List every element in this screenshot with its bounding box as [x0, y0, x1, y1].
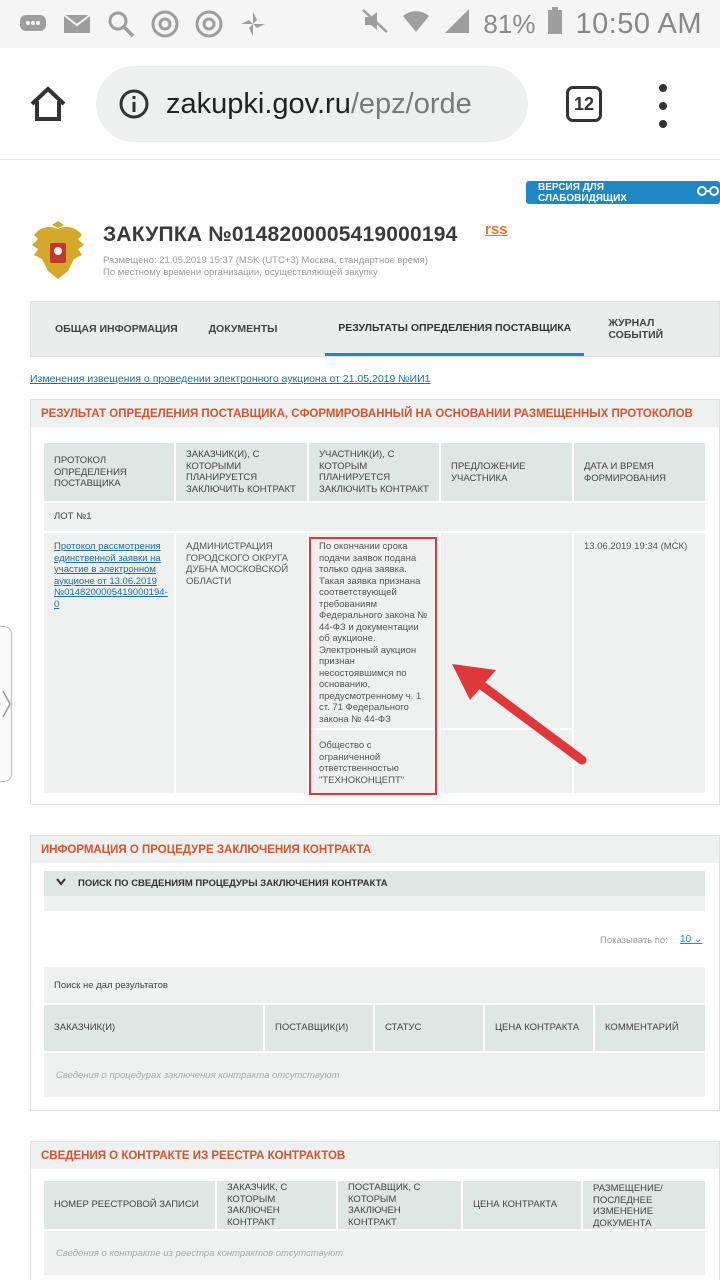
accessibility-version-button[interactable]: [526, 181, 720, 204]
section-title: РЕЗУЛЬТАТ ОПРЕДЕЛЕНИЯ ПОСТАВЩИКА, СФОРМИРОВАННЫЙ НА ОСНОВАНИИ РАЗМЕЩЕННЫХ ПРОТОКОЛОВ: [31, 400, 719, 427]
column-header: ПРОТОКОЛ ОПРЕДЕЛЕНИЯ ПОСТАВЩИКА: [44, 443, 174, 501]
column-header: ПОСТАВЩИК, С КОТОРЫМ ЗАКЛЮЧЕН КОНТРАКТ: [338, 1181, 461, 1229]
search-toggle[interactable]: [44, 871, 705, 896]
column-header: ЗАКАЗЧИК(И), С КОТОРЫМИ ПЛАНИРУЕТСЯ ЗАКЛЮЧИТЬ КОНТРАКТ: [176, 443, 307, 501]
page-size-label: Показывать по:: [600, 935, 668, 946]
section-title: СВЕДЕНИЯ О КОНТРАКТЕ ИЗ РЕЕСТРА КОНТРАКТОВ: [31, 1142, 719, 1169]
column-header: СТАТУС: [375, 1005, 483, 1051]
side-panel-handle[interactable]: [0, 626, 12, 782]
column-header: КОММЕНТАРИЙ: [595, 1005, 705, 1051]
url-host: zakupki.gov.ru: [166, 87, 351, 120]
battery-icon: [547, 7, 563, 42]
annotation-arrow: [440, 656, 600, 776]
participant-note: По окончании срока подачи заявок подана только одна заявка. Такая заявка признана соответствующей требованиям Федерального закона № 44-ФЗ и документации об аукционе. Электронный аукцион признан несостоявшимся по основанию, предусмотренному ч. 1 ст. 71 Федерального закона № 44-ФЗ: [309, 533, 439, 728]
notice-changes-link[interactable]: Изменения извещения о проведении электронного аукциона от 21.05.2019 №ИИ1: [30, 373, 431, 385]
posted-info: Размещено: 21.05.2019 15:37 (MSK (UTC+3) Москва, стандартное время): [103, 255, 428, 266]
search-toggle-label: ПОИСК ПО СВЕДЕНИЯМ ПРОЦЕДУРЫ ЗАКЛЮЧЕНИЯ КОНТРАКТА: [78, 878, 388, 889]
tab-supplier-results[interactable]: РЕЗУЛЬТАТЫ ОПРЕДЕЛЕНИЯ ПОСТАВЩИКА: [325, 302, 584, 356]
highlight-box: [309, 537, 437, 795]
chrome-icon: [194, 10, 224, 38]
coat-of-arms-icon: [30, 221, 86, 283]
section-title: ИНФОРМАЦИЯ О ПРОЦЕДУРЕ ЗАКЛЮЧЕНИЯ КОНТРАКТА: [31, 836, 719, 863]
clock: 10:50 AM: [575, 7, 702, 40]
column-header: ЦЕНА КОНТРАКТА: [463, 1181, 581, 1229]
home-icon[interactable]: [28, 84, 68, 124]
search-panel: [44, 896, 705, 911]
empty-message: Сведения о процедурах заключения контракта отсутствуют: [44, 1053, 705, 1097]
chevron-down-icon: ⌄: [693, 934, 703, 945]
column-header: ЗАКАЗЧИК(И): [44, 1005, 263, 1051]
participant-name: Общество с ограниченной ответственностью "ТЕХНОКОНЦЕПТ": [309, 730, 439, 793]
tab-event-log[interactable]: ЖУРНАЛ СОБЫТИЙ: [608, 317, 664, 341]
page-size-select[interactable]: [680, 934, 702, 945]
status-bar: [0, 0, 720, 48]
wifi-icon: [401, 8, 431, 41]
column-header: ДАТА И ВРЕМЯ ФОРМИРОВАНИЯ: [574, 443, 705, 501]
lot-label: ЛОТ №1: [44, 503, 705, 531]
battery-percent: 81%: [483, 8, 536, 39]
empty-message: Сведения о контракте из реестра контрактов отсутствуют: [44, 1231, 705, 1275]
message-icon: [18, 10, 48, 38]
formation-date: 13.06.2019 19:34 (МСК): [574, 533, 705, 793]
pinwheel-icon: [238, 10, 268, 38]
column-header: ПОСТАВЩИК(И): [265, 1005, 373, 1051]
address-bar[interactable]: [96, 66, 528, 142]
page-size-value: 10: [680, 934, 692, 945]
mail-icon: [62, 10, 92, 38]
protocol-link[interactable]: Протокол рассмотрения единственной заявки на участие в электронном аукционе от 13.06.2019 №0148200005419000194-0: [44, 533, 174, 793]
customer-name: АДМИНИСТРАЦИЯ ГОРОДСКОГО ОКРУГА ДУБНА МОСКОВСКОЙ ОБЛАСТИ: [176, 533, 307, 793]
timezone-note: По местному времени организации, осуществляющей закупку: [103, 267, 378, 278]
column-header: ЦЕНА КОНТРАКТА: [485, 1005, 593, 1051]
column-header: РАЗМЕЩЕНИЕ/ ПОСЛЕДНЕЕ ИЗМЕНЕНИЕ ДОКУМЕНТА: [583, 1181, 705, 1229]
chevron-right-icon: [2, 689, 12, 719]
browser-toolbar: [0, 48, 720, 160]
column-header: ПРЕДЛОЖЕНИЕ УЧАСТНИКА: [441, 443, 572, 501]
search-icon: [106, 10, 136, 38]
chevron-down-icon: [56, 878, 66, 889]
mute-icon: [361, 8, 389, 41]
column-header: УЧАСТНИК(И), С КОТОРЫМ ПЛАНИРУЕТСЯ ЗАКЛЮЧИТЬ КОНТРАКТ: [309, 443, 439, 501]
signal-icon: [443, 7, 471, 42]
tab-switcher-button[interactable]: 12: [566, 86, 602, 122]
chrome-icon: [150, 10, 180, 38]
page-title: ЗАКУПКА №0148200005419000194: [103, 223, 458, 246]
tab-general-info[interactable]: ОБЩАЯ ИНФОРМАЦИЯ: [55, 323, 178, 335]
column-header: НОМЕР РЕЕСТРОВОЙ ЗАПИСИ: [44, 1181, 215, 1229]
web-page: [0, 161, 720, 1280]
glasses-icon: [696, 185, 720, 200]
column-header: ЗАКАЗЧИК, С КОТОРЫМ ЗАКЛЮЧЕН КОНТРАКТ: [217, 1181, 336, 1229]
info-icon[interactable]: [118, 88, 150, 120]
overflow-menu-icon[interactable]: [656, 84, 670, 128]
url-path: /epz/orde: [350, 87, 472, 120]
no-results-message: Поиск не дал результатов: [44, 967, 705, 1003]
tab-documents[interactable]: ДОКУМЕНТЫ: [208, 323, 278, 335]
tab-bar: [30, 301, 720, 357]
accessibility-label: ВЕРСИЯ ДЛЯ СЛАБОВИДЯЩИХ: [538, 181, 627, 204]
rss-link[interactable]: rss: [485, 221, 508, 238]
